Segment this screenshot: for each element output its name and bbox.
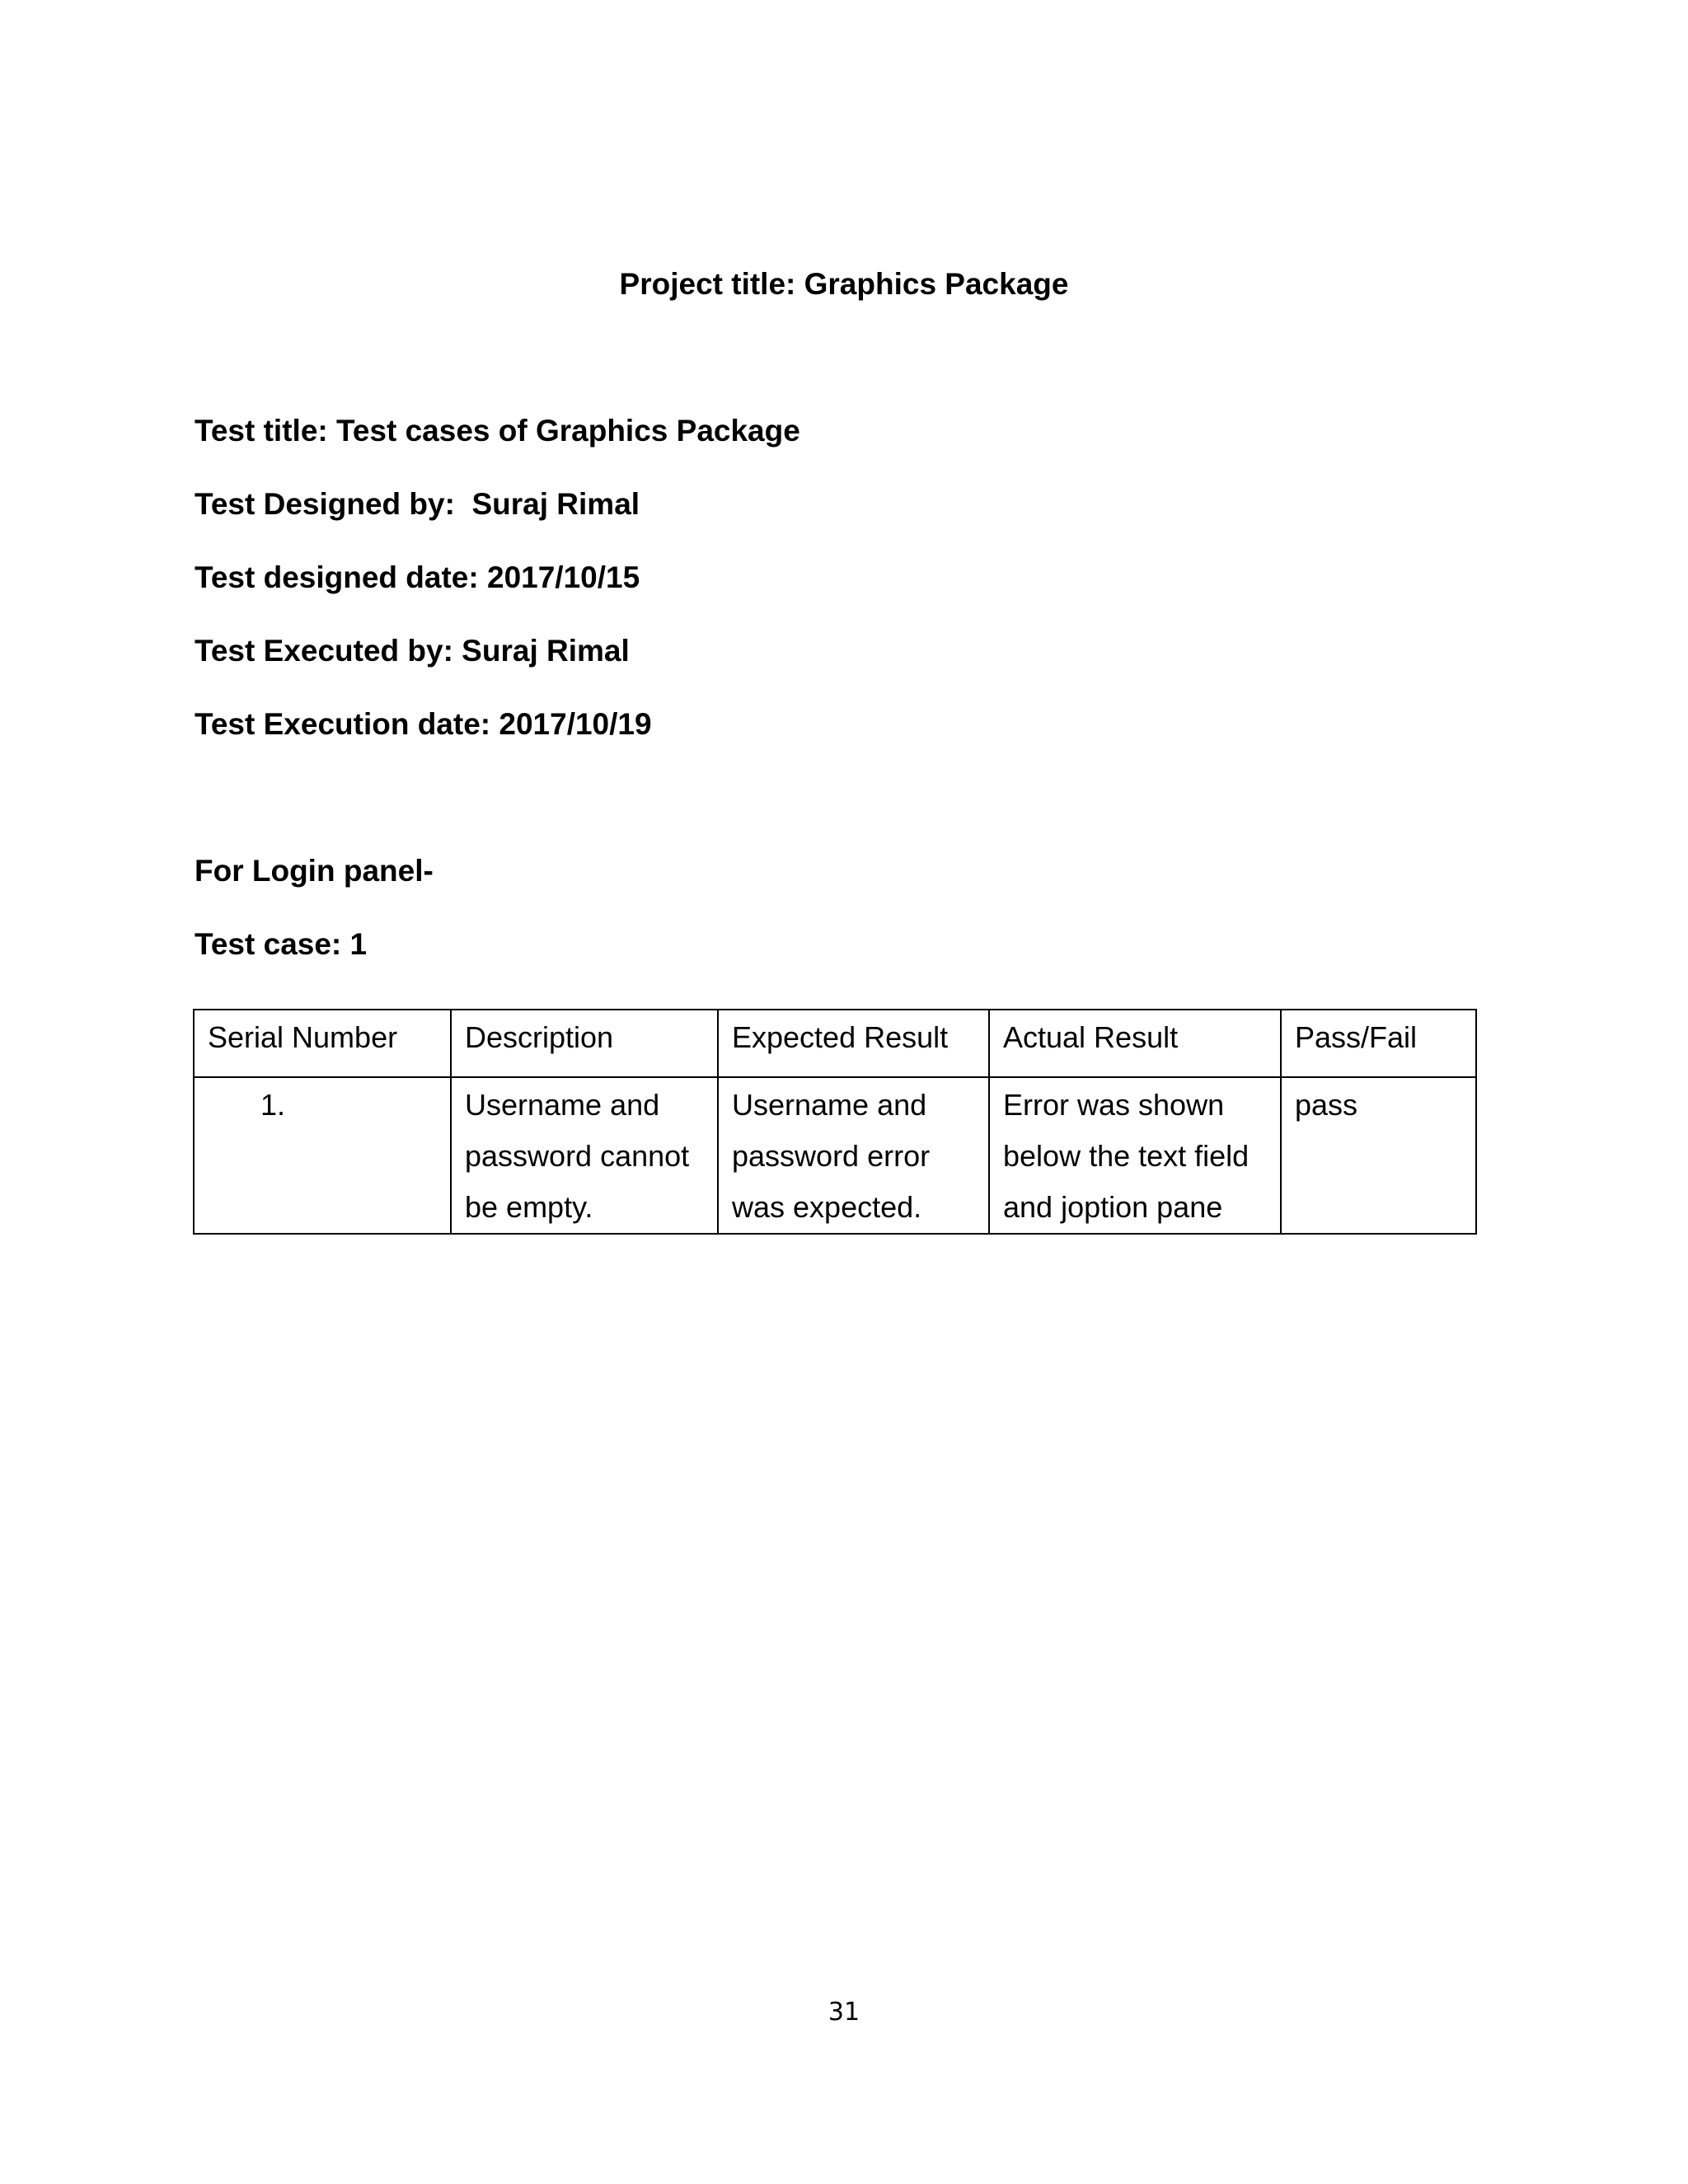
header-pass-fail: Pass/Fail: [1281, 1010, 1476, 1077]
cell-description: Username and password cannot be empty.: [451, 1077, 718, 1234]
test-executed-by: Test Executed by: Suraj Rimal: [195, 634, 630, 668]
cell-serial-number: 1.: [194, 1077, 451, 1234]
test-designed-date: Test designed date: 2017/10/15: [195, 560, 640, 594]
header-description: Description: [451, 1010, 718, 1077]
cell-pass-fail: pass: [1281, 1077, 1476, 1234]
test-case-table: [193, 1009, 1477, 1235]
cell-actual-result: Error was shown below the text field and joption pane: [989, 1077, 1281, 1234]
header-serial-number: Serial Number: [194, 1010, 451, 1077]
test-designed-by: Test Designed by: Suraj Rimal: [195, 487, 640, 521]
section-heading: For Login panel-: [195, 854, 434, 888]
test-title: Test title: Test cases of Graphics Package: [195, 414, 800, 448]
cell-expected-result: Username and password error was expected.: [718, 1077, 989, 1234]
table-header-row: [194, 1010, 1476, 1077]
header-actual-result: Actual Result: [989, 1010, 1281, 1077]
test-case-label: Test case: 1: [195, 927, 368, 961]
table-row: [194, 1077, 1476, 1234]
project-title: Project title: Graphics Package: [619, 267, 1069, 301]
test-execution-date: Test Execution date: 2017/10/19: [195, 707, 652, 741]
header-expected-result: Expected Result: [718, 1010, 989, 1077]
page-number: 31: [828, 1998, 860, 2027]
